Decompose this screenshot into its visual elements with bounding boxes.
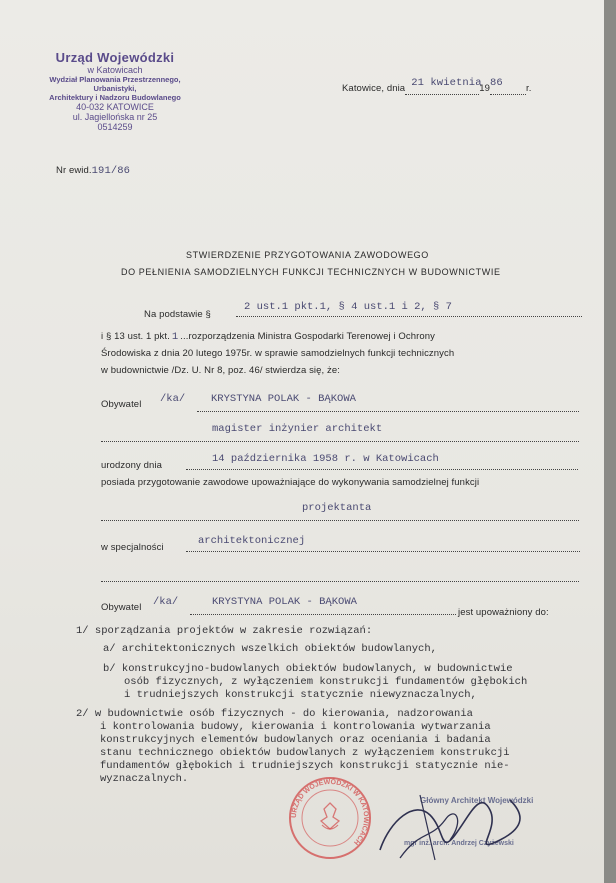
registry-number (56, 165, 130, 177)
scope-item1b-2: osób fizycznych, z wyłączeniem konstrukcji fundamentów głębokich (124, 676, 528, 688)
registry-value: 191/86 (91, 165, 131, 177)
birth-label: urodzony dnia (101, 460, 162, 471)
basis-line2: i § 13 ust. 1 pkt. 1 ...rozporządzenia Ministra Gospodarki Terenowej i Ochrony (101, 331, 436, 343)
scope-item2-2: i kontrolowania budowy, kierowania i kontrolowania wytwarzania (100, 721, 491, 733)
basis-line4: w budownictwie /Dz. U. Nr 8, poz. 46/ stwierdza się, że: (101, 365, 340, 376)
citizen-label: Obywatel (101, 399, 142, 410)
date-year: 86 (489, 77, 503, 89)
stamp-line2: w Katowicach (87, 65, 143, 75)
authorized-suffix: jest upoważniony do: (458, 607, 549, 618)
scope-item1b-3: i trudniejszych konstrukcji statycznie niewyznaczalnych, (124, 689, 477, 701)
citizen-name: KRYSTYNA POLAK - BĄKOWA (211, 393, 356, 405)
qualification-function: projektanta (302, 502, 372, 514)
basis-line2-rest: rozporządzenia Ministra Gospodarki Terenowej i Ochrony (188, 331, 436, 342)
scope-item2-1: 2/ w budownictwie osób fizycznych - do kierowania, nadzorowania (76, 708, 473, 720)
scope-item2-5: fundamentów głębokich i trudniejszych konstrukcji statycznie nie- (100, 760, 510, 772)
office-stamp (30, 50, 200, 132)
scan-edge (604, 0, 616, 883)
date-suffix: r. (525, 83, 532, 94)
citizen-degree: magister inżynier architekt (212, 423, 383, 435)
authorized-gender: /ka/ (153, 596, 179, 608)
document-title-line2: DO PEŁNIENIA SAMODZIELNYCH FUNKCJI TECHNICZNYCH W BUDOWNICTWIE (121, 267, 501, 277)
scope-item2-4: stanu technicznego obiektów budowlanych z wyłączeniem konstrukcji (100, 747, 510, 759)
authorized-name: KRYSTYNA POLAK - BĄKOWA (212, 596, 357, 608)
stamp-line4: Architektury i Nadzoru Budowlanego (49, 93, 181, 102)
basis-line3: Środowiska z dnia 20 lutego 1975r. w sprawie samodzielnych funkcji technicznych (101, 348, 455, 359)
citizen-gender: /ka/ (160, 393, 186, 405)
basis-line2-filled: 1 (171, 331, 179, 343)
specialty-dotted-line-2 (101, 572, 579, 582)
basis-line2-prefix: i § 13 ust. 1 pkt. (101, 331, 170, 342)
date-day-month: 21 kwietnia (411, 77, 482, 89)
basis-filled: 2 ust.1 pkt.1, § 4 ust.1 i 2, § 7 (244, 301, 452, 313)
signature-title: Główny Architekt Wojewódzki (420, 796, 534, 805)
birth-value: 14 października 1958 r. w Katowicach (212, 453, 439, 465)
scope-item1a: a/ architektonicznych wszelkich obiektów budowlanych, (103, 643, 437, 655)
date-year-prefix: 19 (479, 83, 490, 94)
specialty-value: architektonicznej (198, 535, 306, 547)
stamp-line6: ul. Jagiellońska nr 25 (72, 112, 158, 122)
qualification-line: posiada przygotowanie zawodowe upoważniające do wykonywania samodzielnej funkcji (101, 477, 480, 488)
scope-item2-3: konstrukcyjnych elementów budowlanych oraz oceniania i badania (100, 734, 491, 746)
registry-label: Nr ewid. (56, 165, 92, 176)
stamp-line7: 0514259 (97, 122, 133, 132)
place-date (342, 77, 532, 95)
authorized-label: Obywatel (101, 602, 142, 613)
specialty-label: w specjalności (101, 542, 164, 553)
scope-item1: 1/ sporządzania projektów w zakresie rozwiązań: (76, 625, 373, 637)
place-date-prefix: Katowice, dnia (342, 83, 406, 94)
stamp-line5: 40-032 KATOWICE (76, 102, 154, 112)
document-title-line1: STWIERDZENIE PRZYGOTOWANIA ZAWODOWEGO (186, 250, 429, 260)
scope-item1b-1: b/ konstrukcyjno-budowlanych obiektów budowlanych, w budownictwie (103, 663, 513, 675)
scope-item2-6: wyznaczalnych. (100, 773, 189, 785)
stamp-line1: Urząd Wojewódzki (55, 50, 175, 65)
stamp-line3: Wydział Planowania Przestrzennego, Urbanistyki, (49, 75, 181, 93)
handwritten-signature (360, 780, 540, 870)
basis-prefix: Na podstawie § (144, 309, 211, 320)
seal-text: URZĄD WOJEWÓDZKI W KATOWICACH (290, 778, 370, 847)
signature-name: mgr inż. arch. Andrzej Czyżewski (404, 840, 514, 847)
